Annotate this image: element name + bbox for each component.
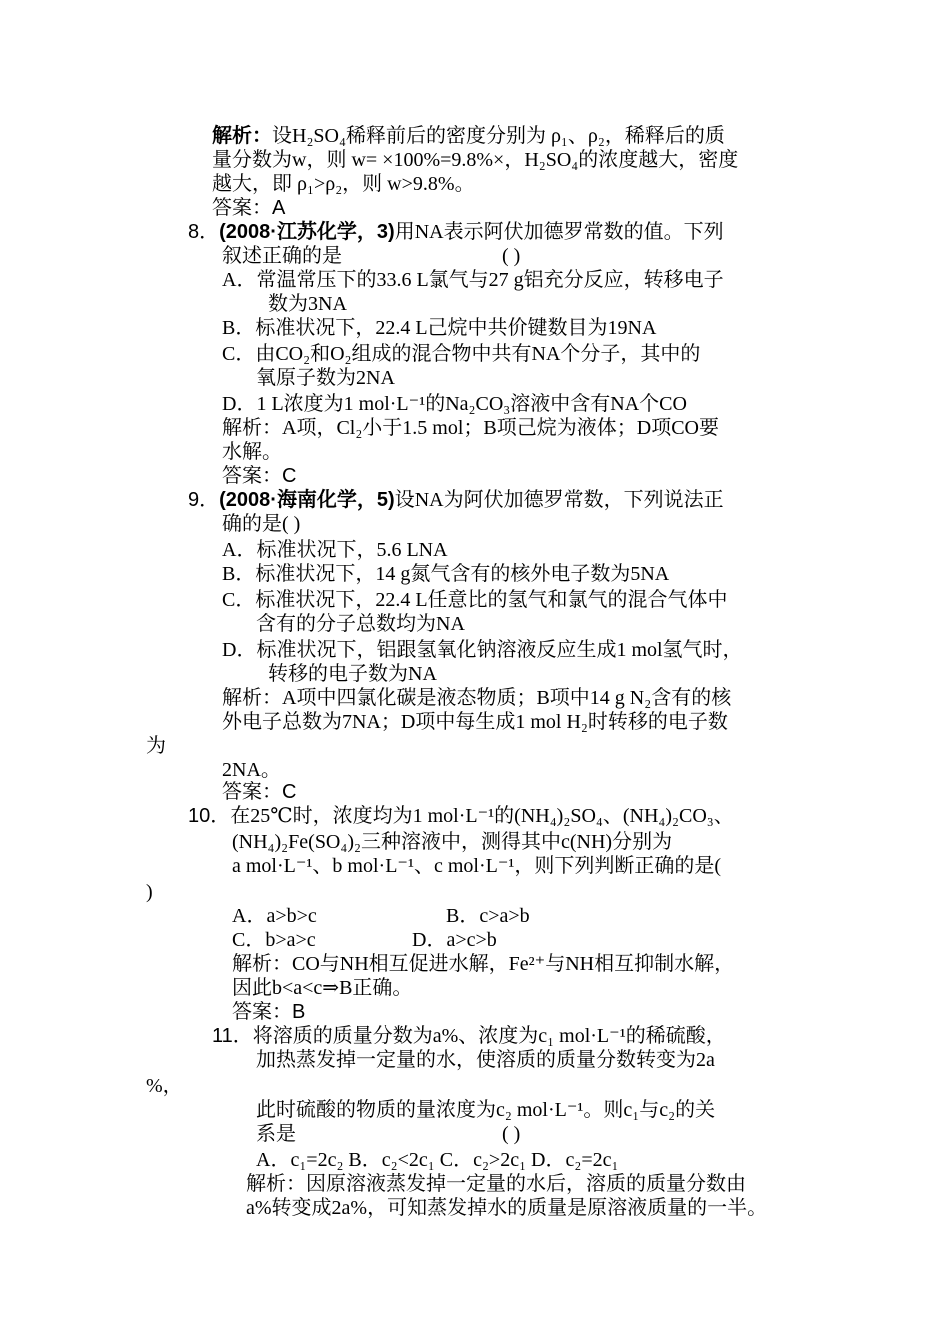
q11-stem-line-3: %， xyxy=(146,1075,183,1097)
q7-answer: 答案：A xyxy=(212,197,286,219)
q9-answer: 答案：C xyxy=(222,781,297,803)
q9-analysis-line-1: 解析：A项中四氯化碳是液态物质；B项中14 g N₂含有的核 xyxy=(222,687,732,709)
q9-analysis-line-2: 外电子总数为7NA；D项中每生成1 mol H₂时转移的电子数 xyxy=(222,711,728,733)
q10-stem-line-3: a mol·L⁻¹、b mol·L⁻¹、c mol·L⁻¹，则下列判断正确的是( xyxy=(232,855,722,877)
q7-analysis-line-2: 量分数为w，则 w= ×100%=9.8%×，H₂SO₄的浓度越大，密度 xyxy=(212,149,739,171)
q10-answer: 答案：B xyxy=(232,1001,306,1023)
q8-option-a-line-2: 数为3NA xyxy=(268,293,347,315)
q10-analysis-line-1: 解析：CO与NH相互促进水解，Fe²⁺与NH相互抑制水解， xyxy=(232,953,735,975)
q9-option-d-line-2: 转移的电子数为NA xyxy=(268,663,437,685)
q9-stem-line-1: 9．(2008·海南化学，5)设NA为阿伏加德罗常数，下列说法正 xyxy=(188,489,724,511)
q10-option-d: D．a>c>b xyxy=(412,929,497,951)
q10-stem-line-4: ) xyxy=(146,881,153,903)
q10-stem-line-1: 10．在25℃时，浓度均为1 mol·L⁻¹的(NH₄)₂SO₄、(NH₄)₂CO₃、 xyxy=(188,805,734,827)
q9-analysis-line-4: 2NA。 xyxy=(222,759,281,781)
q10-option-a: A．a>b>c xyxy=(232,905,317,927)
q9-option-b: B．标准状况下，14 g氮气含有的核外电子数为5NA xyxy=(222,563,670,585)
q7-analysis-line-3: 越大，即 ρ₁>ρ₂，则 w>9.8%。 xyxy=(212,173,475,195)
q8-stem-line-2: 叙述正确的是 ( ) xyxy=(222,245,521,267)
q9-stem-line-2: 确的是( ) xyxy=(222,513,301,535)
q11-stem-line-4: 此时硫酸的物质的量浓度为c₂ mol·L⁻¹。则c₁与c₂的关 xyxy=(256,1099,716,1121)
q8-option-c-line-2: 氧原子数为2NA xyxy=(256,367,395,389)
q11-analysis-line-1: 解析：因原溶液蒸发掉一定量的水后，溶质的质量分数由 xyxy=(246,1173,746,1195)
q8-answer: 答案：C xyxy=(222,465,297,487)
q8-analysis-line-1: 解析：A项，Cl₂小于1.5 mol；B项己烷为液体；D项CO要 xyxy=(222,417,719,439)
q8-option-d: D．1 L浓度为1 mol·L⁻¹的Na₂CO₃溶液中含有NA个CO xyxy=(222,393,687,415)
q11-options: A．c₁=2c₂ B．c₂<2c₁ C．c₂>2c₁ D．c₂=2c₁ xyxy=(256,1149,619,1171)
q10-stem-line-2: (NH₄)₂Fe(SO₄)₂三种溶液中，测得其中c(NH)分别为 xyxy=(232,831,673,853)
q9-option-d-line-1: D．标准状况下，铝跟氢氧化钠溶液反应生成1 mol氢气时， xyxy=(222,639,743,661)
q9-analysis-line-3: 为 xyxy=(146,735,166,757)
q8-stem-line-1: 8．(2008·江苏化学，3)用NA表示阿伏加德罗常数的值。下列 xyxy=(188,221,724,243)
q9-option-a: A．标准状况下，5.6 LNA xyxy=(222,539,448,561)
q8-analysis-line-2: 水解。 xyxy=(222,441,282,463)
q11-analysis-line-2: a%转变成2a%，可知蒸发掉水的质量是原溶液质量的一半。 xyxy=(246,1197,768,1219)
q9-option-c-line-2: 含有的分子总数均为NA xyxy=(256,613,465,635)
q11-stem-line-1: 11．将溶质的质量分数为a%、浓度为c₁ mol·L⁻¹的稀硫酸， xyxy=(212,1025,726,1047)
q8-option-b: B．标准状况下，22.4 L己烷中共价键数目为19NA xyxy=(222,317,657,339)
q11-stem-line-5: 系是 ( ) xyxy=(256,1123,521,1145)
q8-option-a-line-1: A．常温常压下的33.6 L氯气与27 g铝充分反应，转移电子 xyxy=(222,269,724,291)
q11-stem-line-2: 加热蒸发掉一定量的水，使溶质的质量分数转变为2a xyxy=(256,1049,715,1071)
q7-analysis-line-1: 解析：设H₂SO₄稀释前后的密度分别为 ρ₁、ρ₂，稀释后的质 xyxy=(212,125,725,147)
q10-option-b: B．c>a>b xyxy=(446,905,530,927)
q10-analysis-line-2: 因此b<a<c⇒B正确。 xyxy=(232,977,413,999)
q9-option-c-line-1: C．标准状况下，22.4 L任意比的氢气和氯气的混合气体中 xyxy=(222,589,728,611)
q10-option-c: C．b>a>c xyxy=(232,929,316,951)
q8-option-c-line-1: C．由CO₂和O₂组成的混合物中共有NA个分子，其中的 xyxy=(222,343,701,365)
